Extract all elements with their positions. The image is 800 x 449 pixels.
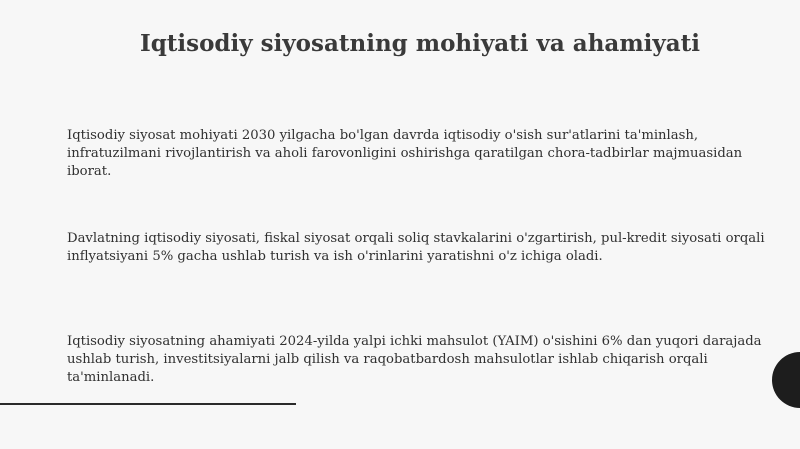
slide-title: Iqtisodiy siyosatning mohiyati va ahamiyati bbox=[139, 30, 701, 57]
decorative-divider bbox=[0, 403, 296, 405]
decorative-circle bbox=[772, 352, 800, 408]
paragraph-essence: Iqtisodiy siyosat mohiyati 2030 yilgacha bo'lgan davrda iqtisodiy o'sish sur'atlarini ta'minlash, infratuzilmani rivojlantirish va aholi farovonligini oshirishga qaratilgan chora-tadbirlar majmuasidan iborat. bbox=[67, 128, 743, 179]
paragraph-importance: Iqtisodiy siyosatning ahamiyati 2024-yilda yalpi ichki mahsulot (YAIM) o'sishini 6% dan yuqori darajada ushlab turish, investitsiyalarni jalb qilish va raqobatbardosh mahsulotlar ishlab chiqarish orqali ta'minlanadi. bbox=[67, 334, 762, 385]
paragraph-state-policy: Davlatning iqtisodiy siyosati, fiskal siyosat orqali soliq stavkalarini o'zgartirish, pul-kredit siyosati orqali inflyatsiyani 5% gacha ushlab turish va ish o'rinlarini yaratishni o'z ichiga oladi. bbox=[67, 231, 765, 264]
